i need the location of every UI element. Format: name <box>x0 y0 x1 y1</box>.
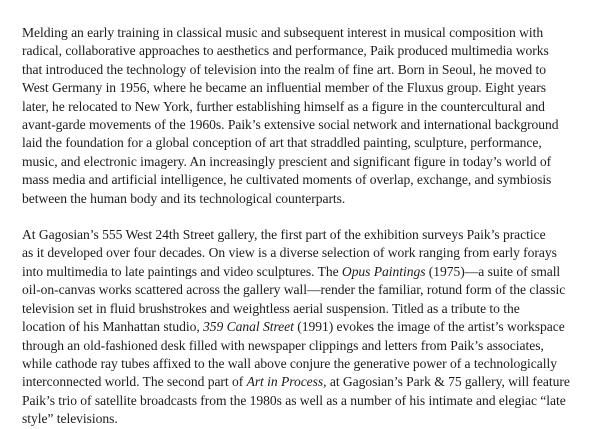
text-line <box>22 116 582 134</box>
text-line <box>22 98 582 116</box>
text-line <box>22 134 582 152</box>
text-line <box>22 171 582 189</box>
text-line <box>22 24 582 42</box>
text-segment: radical, collaborative approaches to aesthetics and performance, Paik produced multimedia works <box>22 43 549 59</box>
text-segment: through an old-fashioned desk filled with newspaper clippings and letters from Paik’s associates, <box>22 337 544 353</box>
text-segment: At Gagosian’s 555 West 24th Street gallery, the first part of the exhibition surveys Paik’s practice <box>22 227 546 243</box>
text-line <box>22 263 582 281</box>
text-segment: television set in fluid brushstrokes and weightless aerial suspension. Titled as a tribute to the <box>22 300 520 316</box>
text-line <box>22 373 582 391</box>
text-segment: music, and electronic imagery. An increasingly prescient and significant figure in today’s world of <box>22 153 552 169</box>
text-segment: avant-garde movements of the 1960s. Paik’s extensive social network and international background <box>22 117 559 133</box>
paragraph-1 <box>22 24 582 208</box>
text-segment: , at Gagosian’s Park & 75 gallery, will feature <box>323 374 570 390</box>
italic-title: 359 Canal Street <box>203 319 294 335</box>
text-line <box>22 337 582 355</box>
text-segment: while cathode ray tubes affixed to the wall above conjure the generative power of a technologically <box>22 355 557 371</box>
italic-title: Art in Process <box>246 374 324 390</box>
text-segment: style” televisions. <box>22 411 118 427</box>
text-segment: mass media and artificial intelligence, he cultivated moments of overlap, exchange, and symbiosis <box>22 172 552 188</box>
text-line <box>22 392 582 410</box>
text-line <box>22 281 582 299</box>
text-segment: that introduced the technology of television into the realm of fine art. Born in Seoul, he moved to <box>22 61 546 77</box>
text-line <box>22 61 582 79</box>
text-line <box>22 42 582 60</box>
text-segment: Paik’s trio of satellite broadcasts from the 1980s as well as a number of his intimate and elegiac “late <box>22 392 566 408</box>
text-line <box>22 244 582 262</box>
text-segment: into multimedia to late paintings and video sculptures. The <box>22 263 342 279</box>
text-line <box>22 300 582 318</box>
text-segment: interconnected world. The second part of <box>22 374 247 390</box>
text-line <box>22 226 582 244</box>
text-line <box>22 190 582 208</box>
text-segment: (1975)—a suite of small <box>425 263 561 279</box>
text-line <box>22 153 582 171</box>
text-line <box>22 318 582 336</box>
text-segment: oil-on-canvas works scattered across the gallery wall—render the familiar, rotund form of the classic <box>22 282 566 298</box>
text-segment: (1991) evokes the image of the artist’s workspace <box>293 319 565 335</box>
text-segment: West Germany in 1956, where he became an influential member of the Fluxus group. Eight years <box>22 80 546 96</box>
paragraph-2 <box>22 226 582 428</box>
text-segment: as it developed over four decades. On view is a diverse selection of work ranging from early forays <box>22 245 557 261</box>
text-line <box>22 355 582 373</box>
text-segment: Melding an early training in classical music and subsequent interest in musical composition with <box>22 25 544 40</box>
text-segment: location of his Manhattan studio, <box>22 319 204 335</box>
text-segment: laid the foundation for a global conception of art that straddled painting, sculpture, performance, <box>22 135 542 151</box>
text-segment: between the human body and its technological counterparts. <box>22 190 346 206</box>
text-segment: later, he relocated to New York, further establishing himself as a figure in the countercultural and <box>22 98 545 114</box>
italic-title: Opus Paintings <box>341 263 426 279</box>
text-line <box>22 79 582 97</box>
article-body <box>22 24 582 429</box>
